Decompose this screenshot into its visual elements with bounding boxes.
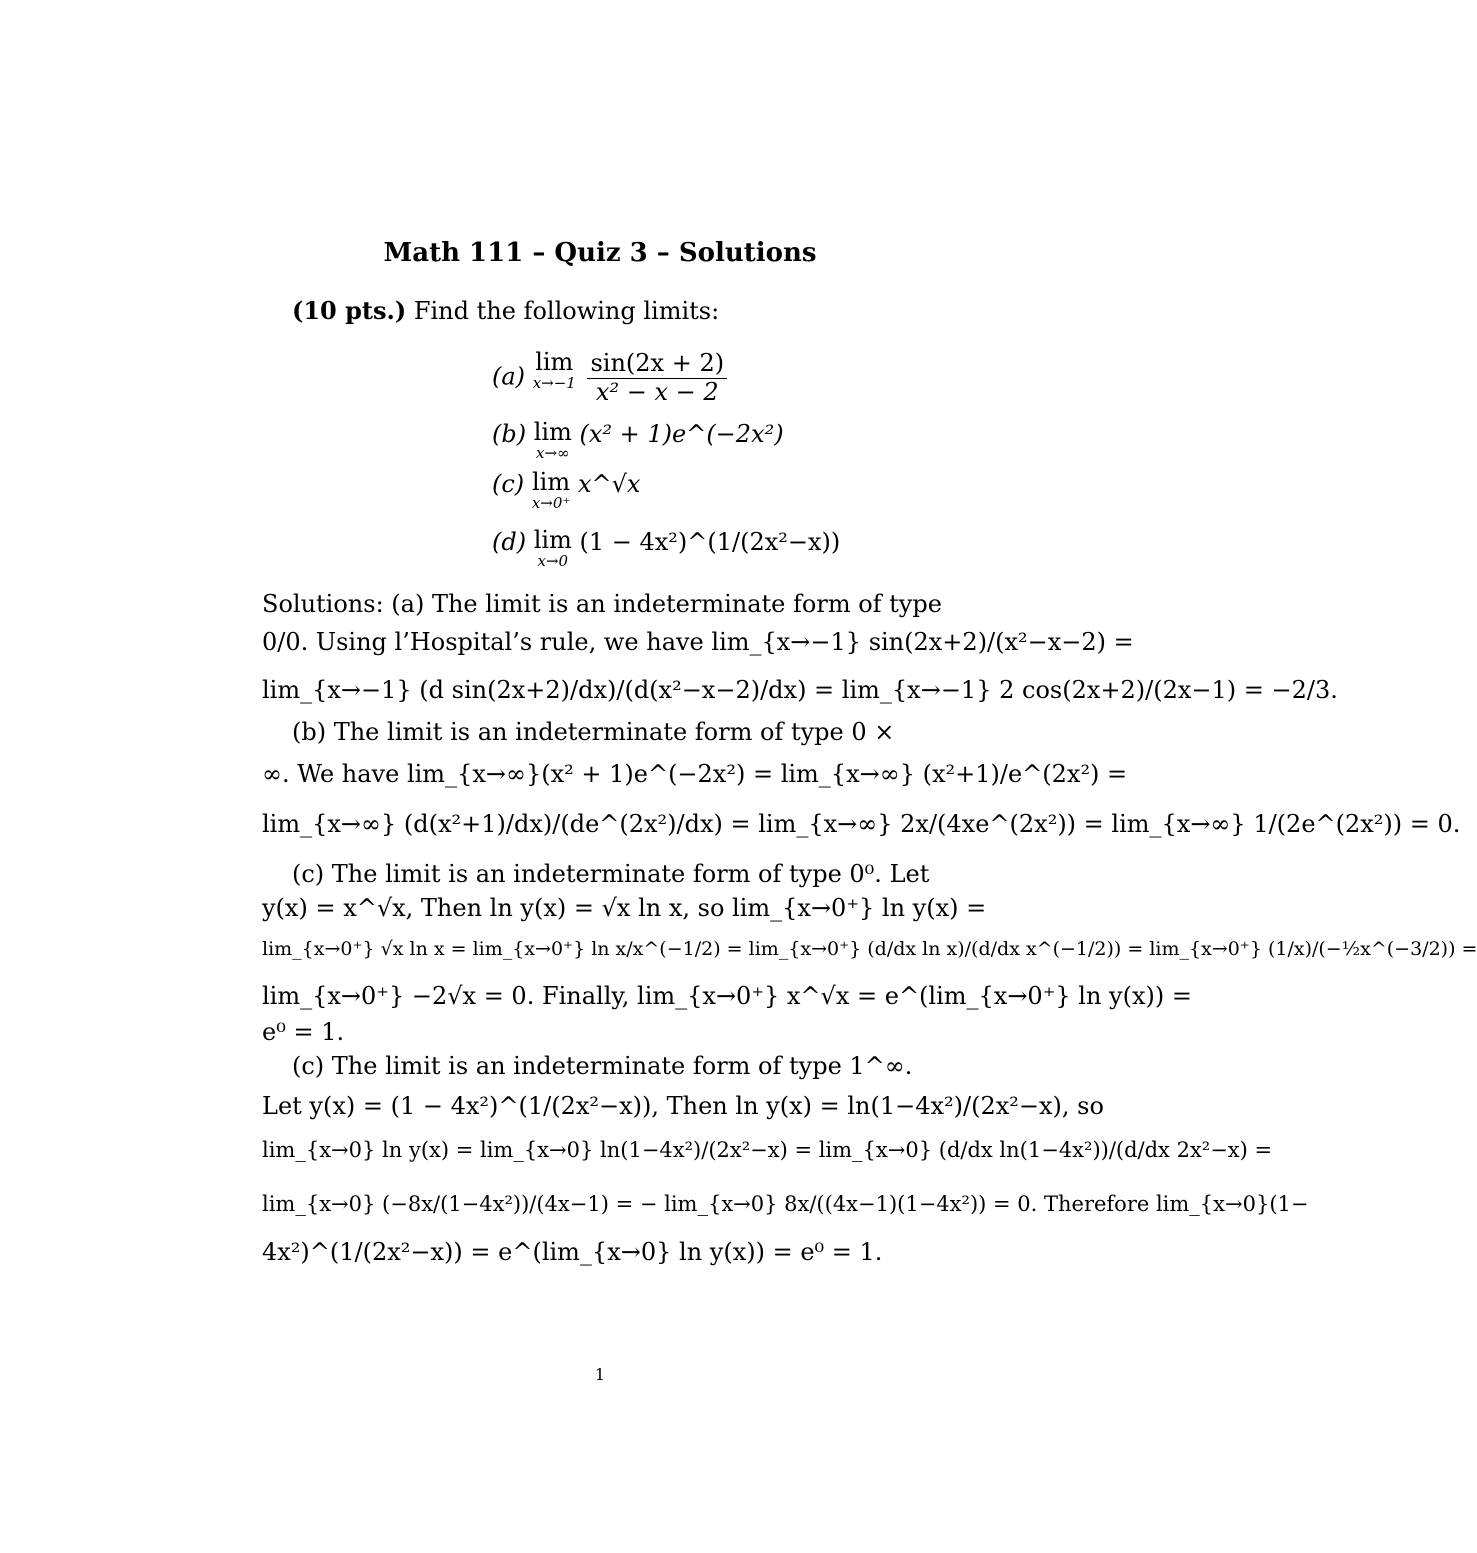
solution-line: lim_{x→0⁺} −2√x = 0. Finally, lim_{x→0⁺} x^√x = e^(lim_{x→0⁺} ln y(x)) = [262, 982, 1192, 1010]
problem-label: (b) [492, 420, 527, 448]
solution-line: 0/0. Using l’Hospital’s rule, we have lim_{x→−1} sin(2x+2)/(x²−x−2) = [262, 628, 1134, 656]
solution-line: (c) The limit is an indeterminate form of type 1^∞. [292, 1052, 913, 1080]
solution-line: lim_{x→∞} (d(x²+1)/dx)/(de^(2x²)/dx) = lim_{x→∞} 2x/(4xe^(2x²)) = lim_{x→∞} 1/(2e^(2x²)) = 0. [262, 810, 1461, 838]
problem-d [492, 528, 840, 569]
solution-line: 4x²)^(1/(2x²−x)) = e^(lim_{x→0} ln y(x)) = e⁰ = 1. [262, 1238, 883, 1266]
limit-expression: $\frac{\sin(2x + 2)}{\text{x² − x − 2}}$ [587, 350, 727, 406]
solution-line: lim_{x→0} (−8x/(1−4x²))/(4x−1) = − lim_{x→0} 8x/((4x−1)(1−4x²)) = 0. Therefore lim_{x→0}(1− [262, 1192, 1309, 1216]
limit-operator: lim x→0⁺ [531, 468, 571, 512]
problem-label: (d) [492, 528, 527, 556]
solution-line: Solutions: (a) The limit is an indeterminate form of type [262, 590, 942, 618]
limit-expression: (1 − 4x²)^(1/(2x²−x)) [579, 528, 841, 556]
problem-a [492, 350, 731, 406]
limit-expression: x^√x [577, 470, 641, 498]
limit-operator: lim x→−1 [532, 348, 576, 392]
problem-prompt [292, 296, 719, 325]
problem-b [492, 420, 784, 461]
solution-line: e⁰ = 1. [262, 1018, 345, 1046]
problem-label: (a) [492, 362, 526, 391]
problem-label: (c) [492, 470, 525, 498]
solution-line: (b) The limit is an indeterminate form of type 0 × [292, 718, 895, 746]
solution-line: (c) The limit is an indeterminate form of type 0⁰. Let [292, 860, 930, 888]
solution-line: lim_{x→−1} (d sin(2x+2)/dx)/(d(x²−x−2)/dx) = lim_{x→−1} 2 cos(2x+2)/(2x−1) = −2/3. [262, 676, 1338, 704]
problem-c [492, 470, 640, 511]
page-number: 1 [594, 1365, 606, 1384]
limit-expression: (x² + 1)e^(−2x²) [579, 420, 784, 448]
points-label: (10 pts.) [292, 296, 407, 325]
page-title: Math 111 – Quiz 3 – Solutions [383, 238, 817, 268]
limit-operator: lim x→0 [533, 526, 572, 570]
solution-line: Let y(x) = (1 − 4x²)^(1/(2x²−x)), Then ln y(x) = ln(1−4x²)/(2x²−x), so [262, 1092, 1104, 1120]
solution-line: lim_{x→0⁺} √x ln x = lim_{x→0⁺} ln x/x^(−1/2) = lim_{x→0⁺} (d/dx ln x)/(d/dx x^(−1/2)) = lim_{x→0⁺} (1/x)/(−½x^(−3/2)) = [262, 938, 1477, 960]
solution-line: y(x) = x^√x, Then ln y(x) = √x ln x, so lim_{x→0⁺} ln y(x) = [262, 894, 987, 922]
prompt-text: Find the following limits: [413, 297, 720, 325]
solution-line: lim_{x→0} ln y(x) = lim_{x→0} ln(1−4x²)/(2x²−x) = lim_{x→0} (d/dx ln(1−4x²))/(d/dx 2x²−x) = [262, 1138, 1273, 1162]
solution-line: ∞. We have lim_{x→∞}(x² + 1)e^(−2x²) = lim_{x→∞} (x²+1)/e^(2x²) = [262, 760, 1128, 788]
limit-operator: lim x→∞ [533, 418, 572, 462]
